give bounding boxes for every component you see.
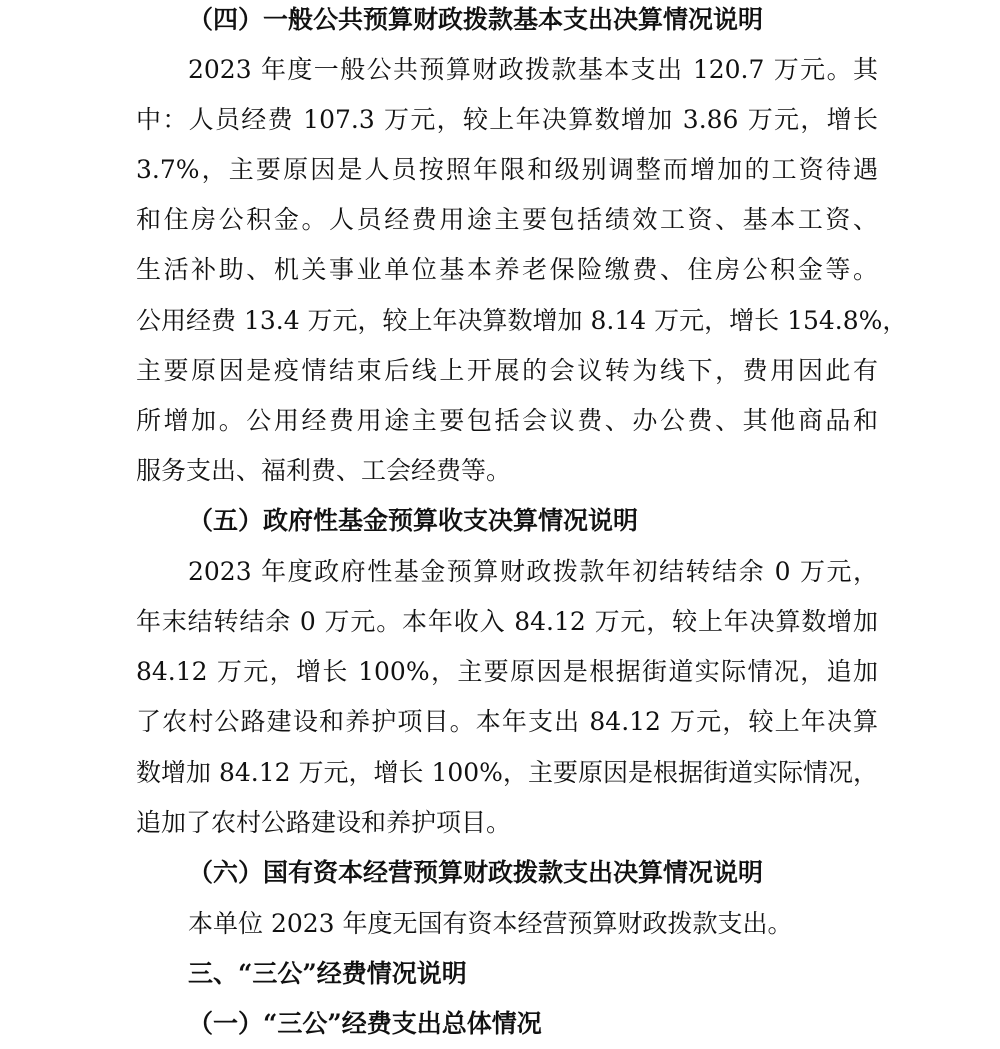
paragraph-line: 服务支出、福利费、工会经费等。	[136, 456, 512, 485]
paragraph-line: 生活补助、机关事业单位基本养老保险缴费、住房公积金等。	[136, 255, 878, 284]
paragraph-line: 中：人员经费 107.3 万元，较上年决算数增加 3.86 万元，增长	[136, 105, 878, 134]
paragraph-line: 和住房公积金。人员经费用途主要包括绩效工资、基本工资、	[136, 205, 878, 234]
paragraph-line: 2023 年度一般公共预算财政拨款基本支出 120.7 万元。其	[188, 55, 878, 84]
paragraph-line: 所增加。公用经费用途主要包括会议费、办公费、其他商品和	[136, 406, 878, 435]
paragraph-line: 3.7%，主要原因是人员按照年限和级别调整而增加的工资待遇	[136, 155, 878, 184]
paragraph-line: 公用经费 13.4 万元，较上年决算数增加 8.14 万元，增长 154.8%，	[136, 306, 908, 335]
paragraph-line: 本单位 2023 年度无国有资本经营预算财政拨款支出。	[188, 909, 793, 938]
paragraph-line: 年末结转结余 0 万元。本年收入 84.12 万元，较上年决算数增加	[136, 607, 878, 636]
sub-heading: （一）“三公”经费支出总体情况	[188, 1009, 542, 1038]
part-heading: 三、“三公”经费情况说明	[188, 959, 467, 988]
section-heading-6: （六）国有资本经营预算财政拨款支出决算情况说明	[188, 858, 764, 887]
paragraph-line: 2023 年度政府性基金预算财政拨款年初结转结余 0 万元，	[188, 557, 878, 586]
section-heading-5: （五）政府性基金预算收支决算情况说明	[188, 506, 639, 535]
section-heading-4: （四）一般公共预算财政拨款基本支出决算情况说明	[188, 5, 764, 34]
paragraph-line: 了农村公路建设和养护项目。本年支出 84.12 万元，较上年决算	[136, 707, 878, 736]
paragraph-line: 数增加 84.12 万元，增长 100%，主要原因是根据街道实际情况，	[136, 758, 878, 787]
paragraph-line: 追加了农村公路建设和养护项目。	[136, 808, 512, 837]
paragraph-line: 主要原因是疫情结束后线上开展的会议转为线下，费用因此有	[136, 356, 878, 385]
paragraph-line: 84.12 万元，增长 100%，主要原因是根据街道实际情况，追加	[136, 657, 878, 686]
